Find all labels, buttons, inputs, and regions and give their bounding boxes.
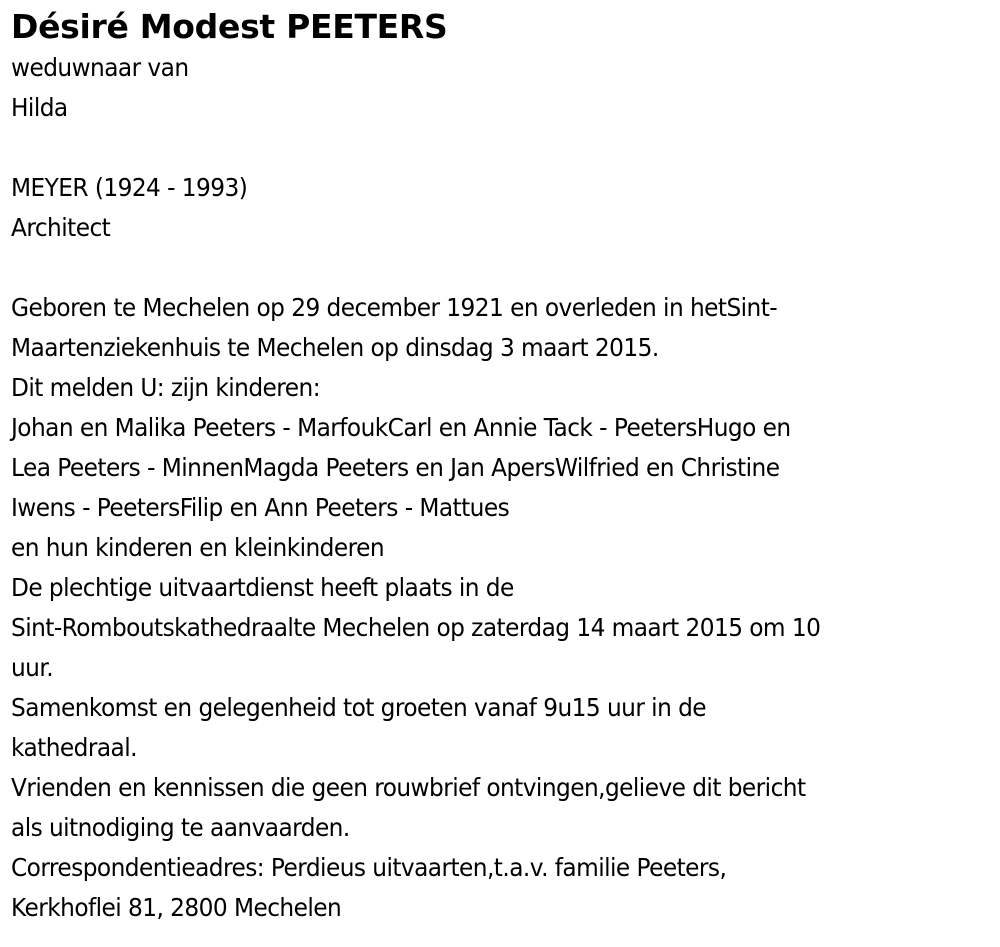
spacer [11, 128, 1000, 168]
children-line: Iwens - PeetersFilip en Ann Peeters - Mattues [11, 493, 510, 522]
spouse-first-name: Hilda [11, 93, 68, 122]
invitation-line: Vrienden en kennissen die geen rouwbrief ontvingen,gelieve dit bericht [11, 773, 806, 802]
profession: Architect [11, 213, 111, 242]
address-line: Kerkhoflei 81, 2800 Mechelen [11, 893, 342, 922]
body-line: Maartenziekenhuis te Mechelen op dinsdag 3 maart 2015. [11, 333, 659, 362]
invitation-line: als uitnodiging te aanvaarden. [11, 813, 350, 842]
spouse-section [11, 168, 1000, 248]
announcement-body [11, 288, 1000, 928]
funeral-line: De plechtige uitvaartdienst heeft plaats in de [11, 573, 514, 602]
funeral-line: Sint-Romboutskathedraalte Mechelen op zaterdag 14 maart 2015 om 10 [11, 613, 821, 642]
widower-section [11, 48, 1000, 128]
spouse-surname-dates: MEYER (1924 - 1993) [11, 173, 248, 202]
children-line: Johan en Malika Peeters - MarfoukCarl en Annie Tack - PeetersHugo en [11, 413, 791, 442]
body-line: Geboren te Mechelen op 29 december 1921 en overleden in hetSint- [11, 293, 778, 322]
children-line: Lea Peeters - MinnenMagda Peeters en Jan ApersWilfried en Christine [11, 453, 780, 482]
body-line: en hun kinderen en kleinkinderen [11, 533, 385, 562]
funeral-line: uur. [11, 653, 54, 682]
gathering-line: Samenkomst en gelegenheid tot groeten vanaf 9u15 uur in de [11, 693, 707, 722]
spacer [11, 248, 1000, 288]
body-line: Dit melden U: zijn kinderen: [11, 373, 320, 402]
widower-label: weduwnaar van [11, 53, 189, 82]
gathering-line: kathedraal. [11, 733, 137, 762]
deceased-name-title: Désiré Modest PEETERS [11, 7, 448, 46]
address-line: Correspondentieadres: Perdieus uitvaarten,t.a.v. familie Peeters, [11, 853, 727, 882]
